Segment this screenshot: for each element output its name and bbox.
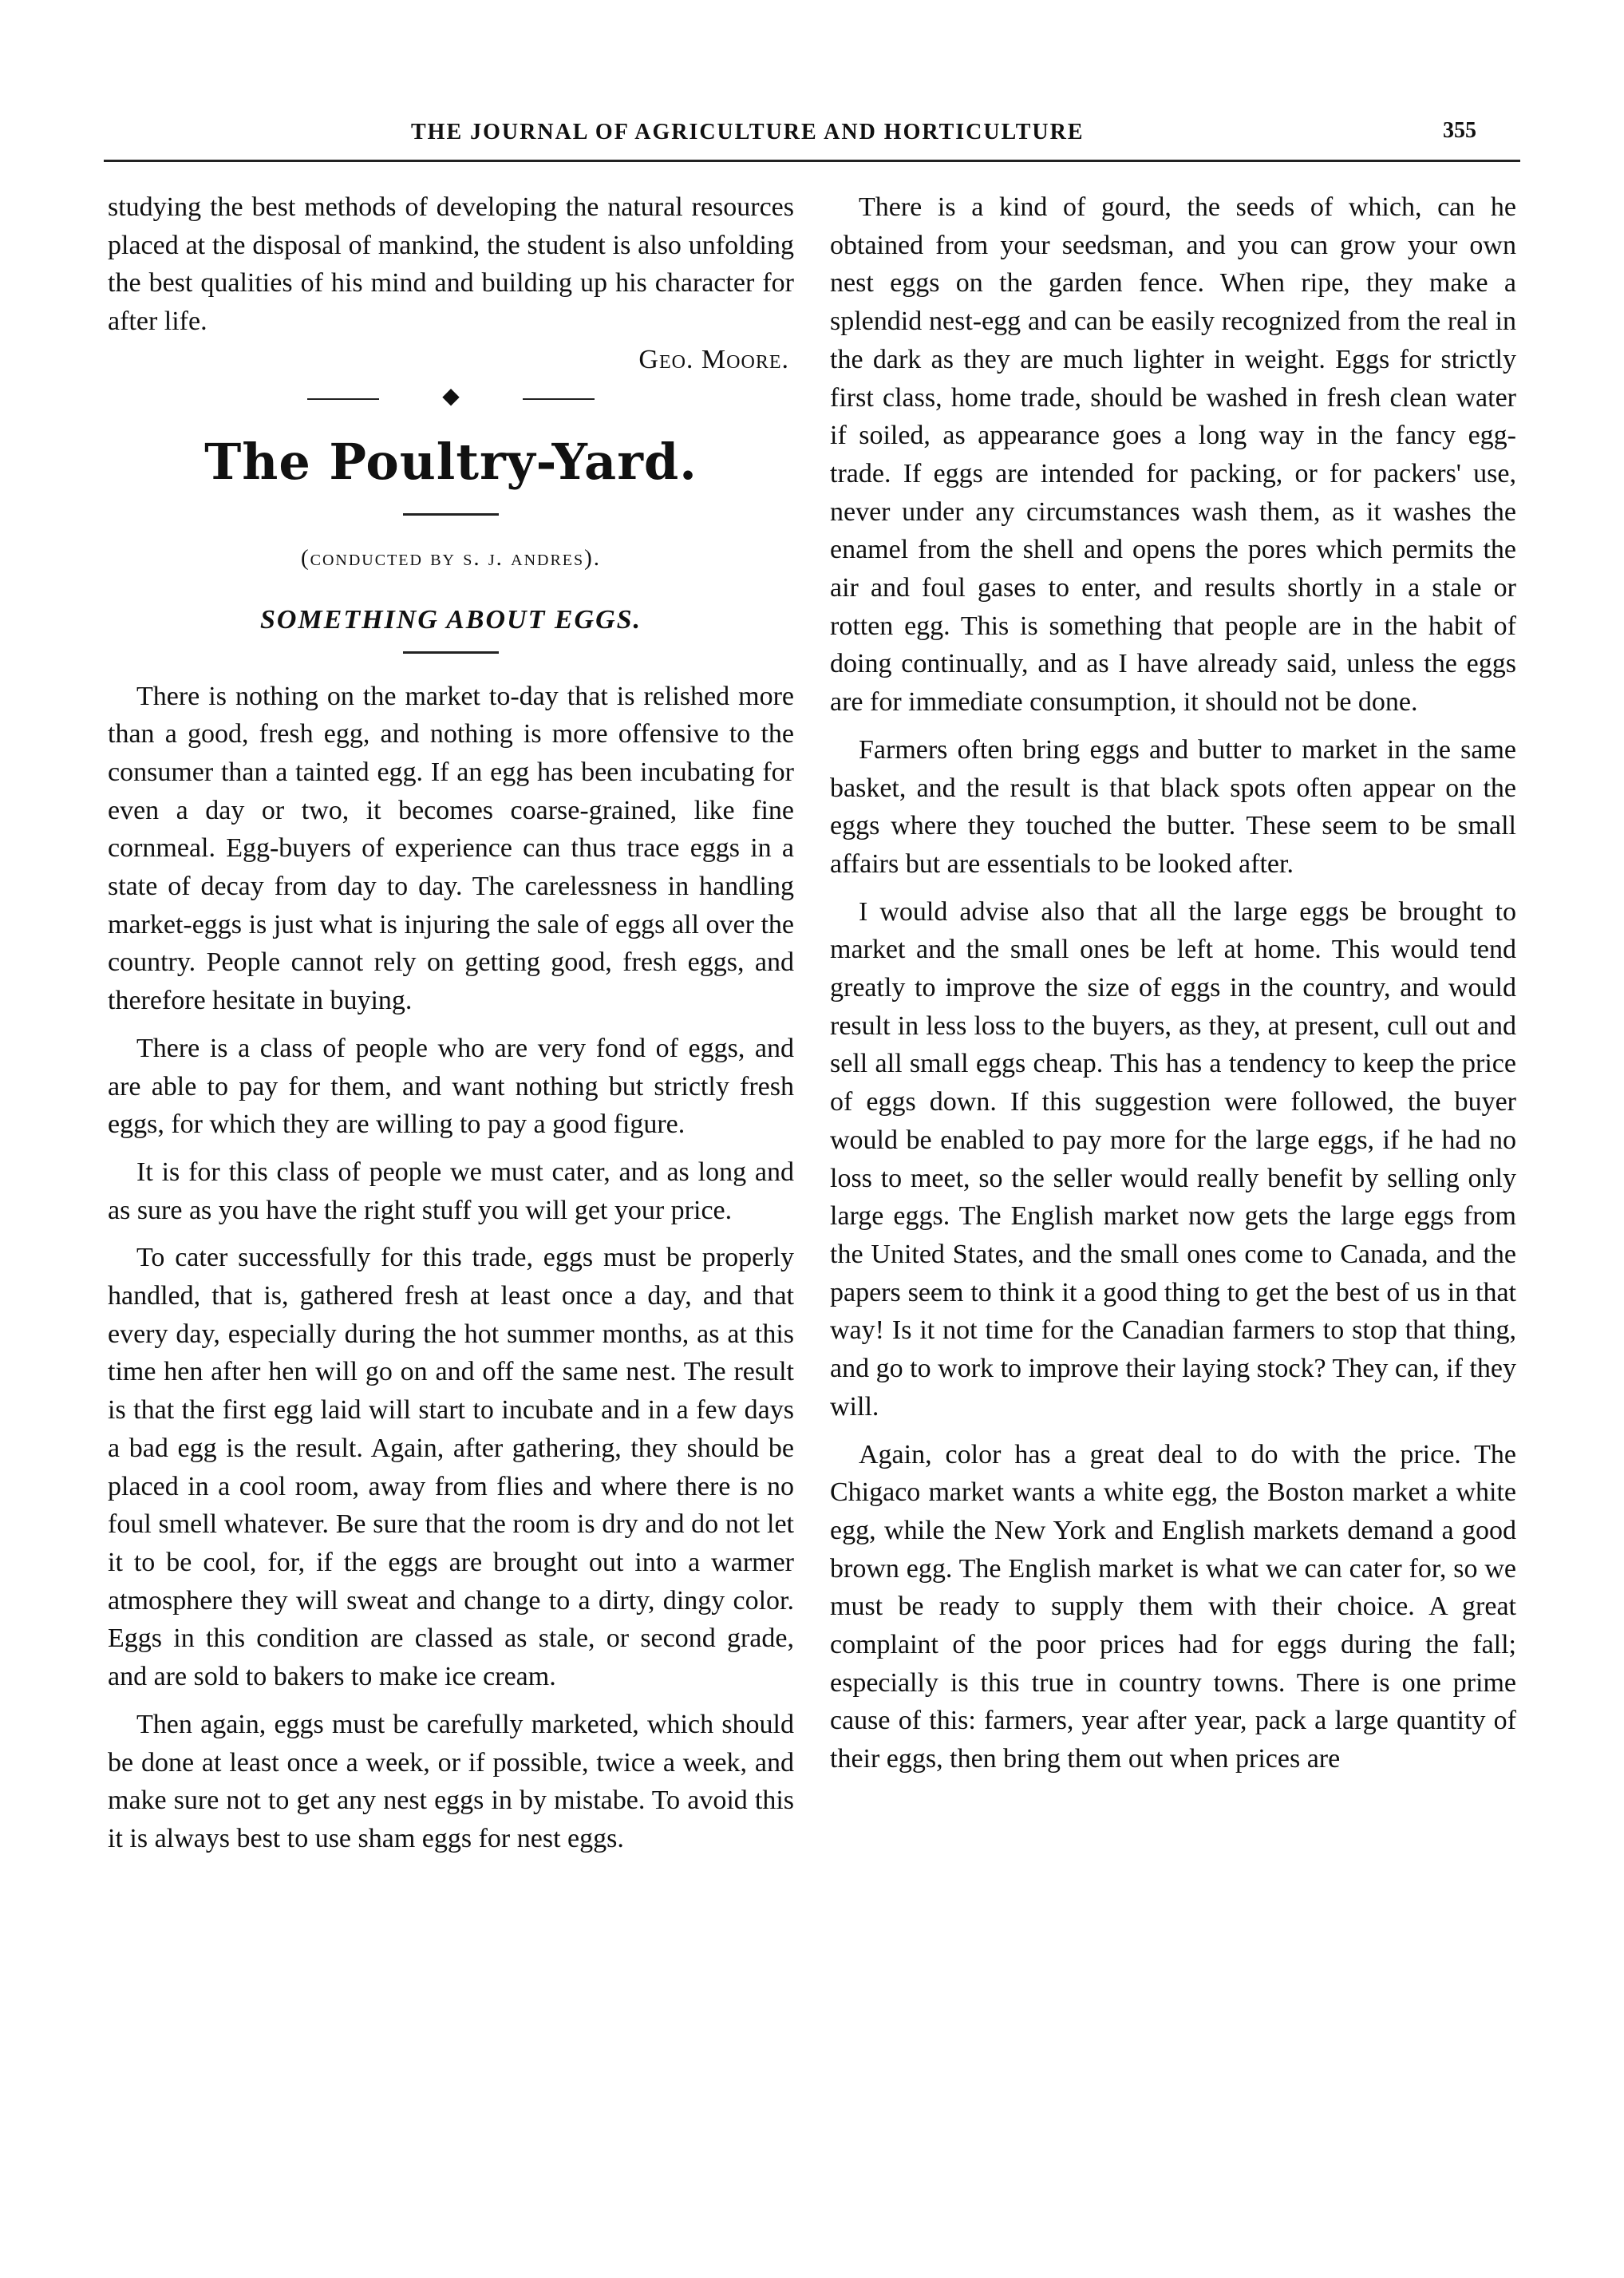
heading-rule bbox=[403, 513, 499, 516]
ornament-line-right bbox=[523, 398, 595, 400]
conducted-by: (conducted by s. j. andres). bbox=[300, 544, 602, 571]
author-signature: Geo. Moore. bbox=[638, 344, 789, 374]
header-rule bbox=[104, 160, 1520, 162]
article-title: SOMETHING ABOUT EGGS. bbox=[259, 604, 642, 635]
article-paragraph: There is a kind of gourd, the seeds of which, can he obtained from your seedsman, and you can grow your own nest eggs on the garden fence. When ripe, they make a splendid nest-egg and can be easily recognized from the real in the dark as they are much lighter in weight. Eggs for strictly first class, home trade, should be washed in fresh clean water if soiled, as appearance goes a long way in the fancy egg-trade. If eggs are intended for packing, or for packers' use, never under any circumstances wash them, as it washes the enamel from the shell and opens the pores which permits the air and foul gases to enter, and results shortly in a stale or rotten egg. This is something that people are in the habit of doing continually, and as I have already said, unless the eggs are for immediate consumption, it should not be done. bbox=[830, 192, 1516, 718]
article-paragraph: Farmers often bring eggs and butter to market in the same basket, and the result is that black spots often appear on the eggs where they touched the butter. These seem to be small affairs but are essentials to be looked after. bbox=[830, 734, 1516, 879]
ornament-line-left bbox=[307, 398, 379, 400]
journal-title: THE JOURNAL OF AGRICULTURE AND HORTICULTURE bbox=[411, 120, 1085, 144]
title-rule bbox=[403, 651, 499, 654]
article-paragraph: There is nothing on the market to-day that is relished more than a good, fresh egg, and nothing is more offensive to the consumer than a tainted egg. If an egg has been incubating for even a day or two, it becomes coarse-grained, like fine cornmeal. Egg-buyers of experience can thus trace eggs in a state of decay from day to day. The carelessness in handling market-eggs is just what is injuring the sale of eggs all over the country. People cannot rely on getting good, fresh eggs, and therefore hesitate in buying. bbox=[108, 681, 794, 1016]
article-paragraph: Again, color has a great deal to do with the price. The Chigaco market wants a white egg, the Boston market a white egg, while the New York and English markets demand a good brown egg. The English market is what we can cater for, so we must be ready to supply them with their choice. A great complaint of the poor prices had for eggs during the fall; especially is this true in country towns. There is one prime cause of this: farmers, year after year, pack a large quantity of their eggs, then bring them out when prices are bbox=[830, 1439, 1516, 1774]
section-divider-ornament bbox=[108, 383, 794, 413]
article-paragraph: Then again, eggs must be carefully marketed, which should be done at least once a week, or if possible, twice a week, and make sure not to get any nest eggs in by mistabe. To avoid this it is always best to use sham eggs for nest eggs. bbox=[108, 1709, 794, 1853]
page-number: 355 bbox=[1443, 118, 1476, 143]
article-paragraph: There is a class of people who are very fond of eggs, and are able to pay for them, and want nothing but strictly fresh eggs, for which they are willing to pay a good figure. bbox=[108, 1033, 794, 1140]
ornament-diamond-icon: ◆ bbox=[442, 383, 460, 409]
article-paragraph: I would advise also that all the large eggs be brought to market and the small ones be left at home. This would tend greatly to improve the size of eggs in the country, and would result in less loss to the buyers, as they, at present, cull out and sell all small eggs cheap. This has a tendency to keep the price of eggs down. If this suggestion were followed, the buyer would be enabled to pay more for the large eggs, if he had no loss to meet, so the seller would really benefit by selling only large eggs. The English market now gets the large eggs from the United States, and the small ones come to Canada, and the papers seem to think it a good thing to get the best of us in that way! Is it not time for the Canadian farmers to stop that thing, and go to work to improve their laying stock? They can, if they will. bbox=[830, 896, 1516, 1422]
signature-line bbox=[108, 341, 794, 379]
right-column bbox=[830, 188, 1516, 1778]
article-paragraph: To cater successfully for this trade, eggs must be properly handled, that is, gathered fresh at least once a day, and that every day, especially during the hot summer months, as at this time hen after hen will go on and off the same nest. The result is that the first egg laid will start to incubate and in a few days a bad egg is the result. Again, after gathering, they should be placed in a cool room, away from flies and where there is no foul smell whatever. Be sure that the room is dry and do not let it to be cool, for, if the eggs are brought out into a warmer atmosphere they will sweat and change to a dirty, dingy color. Eggs in this condition are classed as stale, or second grade, and are sold to bakers to make ice cream. bbox=[108, 1243, 794, 1692]
running-head bbox=[0, 120, 1624, 152]
article-paragraph: It is for this class of people we must cater, and as long and as sure as you have the right stuff you will get your price. bbox=[108, 1157, 794, 1225]
continued-paragraph: studying the best methods of developing the natural resources placed at the disposal of mankind, the student is also unfolding the best qualities of his mind and building up his character for after life. bbox=[108, 192, 794, 337]
section-heading: The Poultry-Yard. bbox=[204, 432, 697, 491]
left-column bbox=[108, 188, 794, 1858]
